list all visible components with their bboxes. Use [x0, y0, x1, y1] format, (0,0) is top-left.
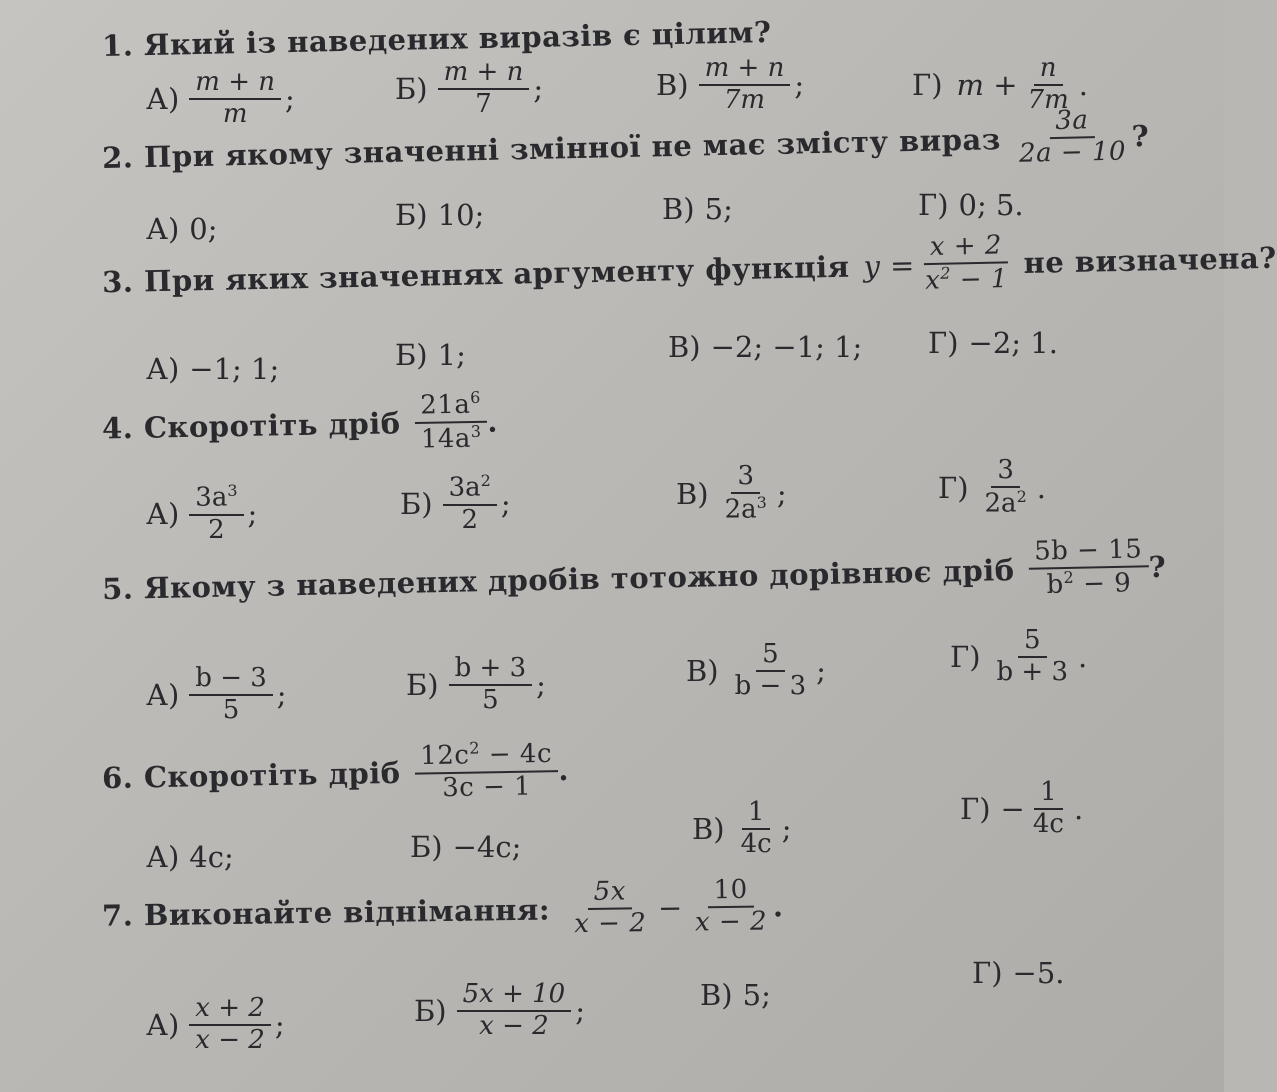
q6-option-a: А) 4c; [146, 840, 234, 874]
q3-option-b: Б) 1; [395, 338, 466, 372]
q5-option-a: А) $\frac{b - 3}{5}$ ; [146, 663, 287, 725]
question-text: 6. Скоротіть дріб [101, 755, 401, 795]
q4-option-a: А) $\frac{3a^3}{2}$ ; [146, 481, 258, 545]
q6-option-b: Б) −4c; [410, 830, 522, 864]
q1-option-b: Б) $\frac{m + n}{7}$ ; [395, 57, 544, 119]
q5-option-v: В) $\frac{5}{b - 3}$ ; [686, 639, 826, 701]
q5-option-g: Г) $\frac{5}{b + 3}$ . [950, 625, 1088, 687]
q4-option-b: Б) $\frac{3a^2}{2}$ ; [400, 471, 511, 535]
question-text: 5. Якому з наведених дробів тотожно дорівнює дріб [101, 552, 1015, 606]
q2-option-a: А) 0; [146, 212, 218, 246]
q3-option-a: А) −1; 1; [146, 352, 280, 386]
question-5: 5. Якому з наведених дробів тотожно дорівнює дріб $\frac{5b - 15}{b^2 - 9}$ ? [101, 534, 1167, 606]
question-text: 1. Який із наведених виразів є цілим? [101, 14, 772, 64]
q1-option-v: В) $\frac{m + n}{7m}$ ; [656, 53, 805, 115]
question-text: 4. Скоротіть дріб [101, 405, 401, 445]
q4-option-g: Г) $\frac{3}{2a^2}$ . [938, 455, 1046, 519]
question-7: 7. Виконайте віднімання: $\frac{5x}{x - 2}$ − $\frac{10}{x - 2}$ . [101, 874, 784, 940]
q6-option-v: В) $\frac{1}{4c}$ ; [692, 797, 792, 859]
q5-option-b: Б) $\frac{b + 3}{5}$ ; [406, 653, 546, 715]
question-text: 3. При яких значеннях аргументу функція [101, 249, 850, 300]
question-6: 6. Скоротіть дріб $\frac{12c^2 - 4c}{3c - 1}$ . [101, 738, 570, 803]
q7-option-v: В) 5; [700, 978, 771, 1012]
q2-option-b: Б) 10; [395, 198, 485, 232]
q3-option-g: Г) −2; 1. [928, 326, 1058, 360]
q1-option-g: Г) m + $\frac{n}{7m}$ . [912, 53, 1088, 115]
q6-option-g: Г) − $\frac{1}{4c}$ . [960, 777, 1084, 839]
q2-option-v: В) 5; [662, 192, 733, 226]
question-3: 3. При яких значеннях аргументу функція y = $\frac{x + 2}{x^2 - 1}$ не визначена? [101, 230, 1277, 300]
q1-option-a: А) $\frac{m + n}{m}$ ; [146, 67, 295, 129]
q4-option-v: В) $\frac{3}{2a^3}$ ; [676, 461, 787, 525]
q7-option-b: Б) $\frac{5x + 10}{x - 2}$ ; [414, 979, 586, 1041]
question-text: 7. Виконайте віднімання: [101, 892, 551, 933]
question-text: 2. При якому значенні змінної не має змісту вираз [101, 122, 1002, 175]
q7-option-a: А) $\frac{x + 2}{x - 2}$ ; [146, 993, 285, 1055]
q7-option-g: Г) −5. [972, 956, 1065, 990]
q2-option-g: Г) 0; 5. [918, 188, 1024, 222]
question-2: 2. При якому значенні змінної не має змісту вираз $\frac{3a}{2a - 10}$ ? [101, 105, 1150, 175]
question-4: 4. Скоротіть дріб $\frac{21a^6}{14a^3}$ . [101, 387, 499, 455]
q3-option-v: В) −2; −1; 1; [668, 330, 863, 364]
